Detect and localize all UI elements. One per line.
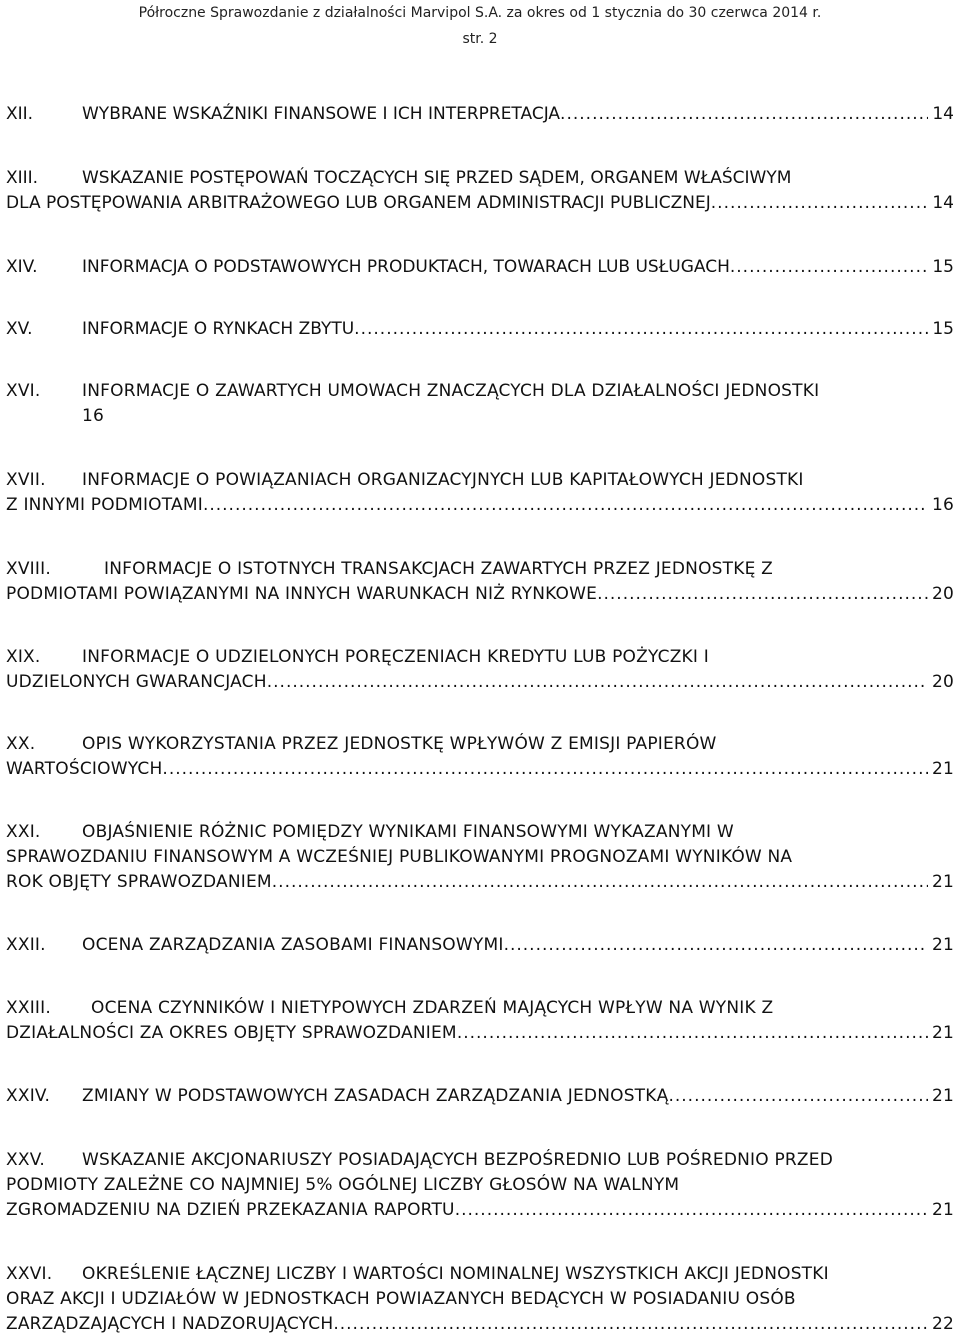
toc-entry-title: INFORMACJE O UDZIELONYCH PORĘCZENIACH KREDYTU LUB POŻYCZKI I bbox=[82, 647, 709, 667]
toc-entry-number: XXI. bbox=[6, 822, 41, 842]
toc-entry-number: XV. bbox=[6, 319, 33, 339]
toc-dot-leader bbox=[333, 1312, 928, 1337]
toc-entry-page: 21 bbox=[931, 1200, 954, 1220]
toc-entry-title: WYBRANE WSKAŹNIKI FINANSOWE I ICH INTERPRETACJA bbox=[82, 104, 561, 124]
toc-entry-number: XVIII. bbox=[6, 559, 51, 579]
toc-dot-leader bbox=[560, 102, 928, 127]
toc-entry-page: 14 bbox=[932, 104, 954, 124]
toc-entry-title-cont: ZGROMADZENIU NA DZIEŃ PRZEKAZANIA RAPORTU bbox=[6, 1200, 455, 1220]
toc-entry[interactable] bbox=[6, 468, 954, 518]
toc-dot-leader bbox=[267, 670, 928, 695]
toc-entry-title-cont: WARTOŚCIOWYCH bbox=[6, 759, 163, 779]
toc-entry-number: XXII. bbox=[6, 935, 46, 955]
toc-entry[interactable] bbox=[6, 1262, 954, 1337]
toc-entry-title: INFORMACJE O ZAWARTYCH UMOWACH ZNACZĄCYCH DLA DZIAŁALNOŚCI JEDNOSTKI bbox=[82, 381, 820, 401]
toc-entry[interactable] bbox=[6, 255, 954, 280]
toc-entry-page: 21 bbox=[931, 935, 954, 955]
toc-dot-leader bbox=[597, 582, 928, 607]
toc-entry-page: 15 bbox=[932, 257, 954, 277]
toc-entry[interactable] bbox=[6, 379, 954, 429]
toc-dot-leader bbox=[203, 493, 928, 518]
toc-entry-title-cont: UDZIELONYCH GWARANCJACH bbox=[6, 672, 267, 692]
toc-entry[interactable] bbox=[6, 996, 954, 1046]
running-header: Półroczne Sprawozdanie z działalności Marvipol S.A. za okres od 1 stycznia do 30 czerwca 2014 r. bbox=[138, 5, 822, 21]
toc-entry[interactable] bbox=[6, 645, 954, 695]
toc-entry-number: XIV. bbox=[6, 257, 38, 277]
toc-dot-leader bbox=[272, 870, 928, 895]
toc-entry-title: WSKAZANIE AKCJONARIUSZY POSIADAJĄCYCH BEZPOŚREDNIO LUB POŚREDNIO PRZED bbox=[82, 1150, 833, 1170]
toc-entry-title: INFORMACJE O RYNKACH ZBYTU bbox=[82, 319, 355, 339]
toc-entry-page: 14 bbox=[932, 193, 954, 213]
toc-entry-title: OKREŚLENIE ŁĄCZNEJ LICZBY I WARTOŚCI NOMINALNEJ WSZYSTKICH AKCJI JEDNOSTKI bbox=[82, 1264, 829, 1284]
toc-entry-number: XIII. bbox=[6, 168, 39, 188]
toc-entry-title: INFORMACJE O ISTOTNYCH TRANSAKCJACH ZAWARTYCH PRZEZ JEDNOSTKĘ Z bbox=[104, 559, 773, 579]
toc-entry-title-cont: ORAZ AKCJI I UDZIAŁÓW W JEDNOSTKACH POWIAZANYCH BEDĄCYCH W POSIADANIU OSÓB bbox=[6, 1289, 796, 1309]
toc-dot-leader bbox=[457, 1021, 928, 1046]
toc-entry[interactable] bbox=[6, 1148, 954, 1223]
toc-entry-number: XXV. bbox=[6, 1150, 45, 1170]
toc-dot-leader bbox=[455, 1198, 928, 1223]
toc-entry[interactable] bbox=[6, 166, 954, 216]
toc-entry-page: 21 bbox=[931, 1086, 954, 1106]
toc-entry[interactable] bbox=[6, 1084, 954, 1109]
toc-entry-title-cont: PODMIOTY ZALEŻNE CO NAJMNIEJ 5% OGÓLNEJ LICZBY GŁOSÓW NA WALNYM bbox=[6, 1175, 680, 1195]
toc-entry[interactable] bbox=[6, 102, 954, 127]
toc-entry-title: WSKAZANIE POSTĘPOWAŃ TOCZĄCYCH SIĘ PRZED SĄDEM, ORGANEM WŁAŚCIWYM bbox=[82, 168, 792, 188]
toc-dot-leader bbox=[162, 757, 928, 782]
toc-entry-number: XXIII. bbox=[6, 998, 51, 1018]
toc-entry-title: ZMIANY W PODSTAWOWYCH ZASADACH ZARZĄDZANIA JEDNOSTKĄ bbox=[82, 1086, 669, 1106]
toc-entry-title-cont: SPRAWOZDANIU FINANSOWYM A WCZEŚNIEJ PUBLIKOWANYMI PROGNOZAMI WYNIKÓW NA bbox=[6, 847, 793, 867]
toc-entry[interactable] bbox=[6, 820, 954, 895]
toc-entry[interactable] bbox=[6, 732, 954, 782]
toc-dot-leader bbox=[730, 255, 929, 280]
toc-entry-title-cont: DLA POSTĘPOWANIA ARBITRAŻOWEGO LUB ORGANEM ADMINISTRACJI PUBLICZNEJ bbox=[6, 193, 711, 213]
toc-entry-number: XVI. bbox=[6, 381, 41, 401]
toc-entry-title-cont: ROK OBJĘTY SPRAWOZDANIEM bbox=[6, 872, 272, 892]
toc-entry-title-cont: Z INNYMI PODMIOTAMI bbox=[6, 495, 203, 515]
toc-entry-number: XX. bbox=[6, 734, 36, 754]
toc-entry[interactable] bbox=[6, 317, 954, 342]
toc-entry[interactable] bbox=[6, 557, 954, 607]
toc-entry-title-cont: ZARZĄDZAJĄCYCH I NADZORUJĄCYCH bbox=[6, 1314, 334, 1334]
toc-entry-number: XII. bbox=[6, 104, 34, 124]
toc-entry-number: XXVI. bbox=[6, 1264, 53, 1284]
toc-entry-page: 16 bbox=[82, 406, 105, 426]
toc-entry-page: 21 bbox=[931, 872, 954, 892]
toc-entry-title: OCENA CZYNNIKÓW I NIETYPOWYCH ZDARZEŃ MAJĄCYCH WPŁYW NA WYNIK Z bbox=[91, 998, 774, 1018]
toc-entry-page: 21 bbox=[931, 759, 954, 779]
toc-entry-page: 22 bbox=[931, 1314, 954, 1334]
toc-entry-page: 20 bbox=[931, 584, 954, 604]
toc-entry-page: 21 bbox=[931, 1023, 954, 1043]
toc-entry-number: XIX. bbox=[6, 647, 41, 667]
toc-entry[interactable] bbox=[6, 933, 954, 958]
toc-dot-leader bbox=[354, 317, 928, 342]
toc-entry-number: XVII. bbox=[6, 470, 46, 490]
toc-entry-title: OCENA ZARZĄDZANIA ZASOBAMI FINANSOWYMI bbox=[82, 935, 504, 955]
toc-dot-leader bbox=[668, 1084, 928, 1109]
toc-entry-page: 16 bbox=[931, 495, 954, 515]
toc-dot-leader bbox=[711, 191, 929, 216]
toc-entry-title-cont: DZIAŁALNOŚCI ZA OKRES OBJĘTY SPRAWOZDANIEM bbox=[6, 1023, 457, 1043]
toc-entry-title: INFORMACJE O POWIĄZANIACH ORGANIZACYJNYCH LUB KAPITAŁOWYCH JEDNOSTKI bbox=[82, 470, 804, 490]
toc-entry-page: 15 bbox=[932, 319, 954, 339]
toc-entry-number: XXIV. bbox=[6, 1086, 51, 1106]
toc-entry-title: OPIS WYKORZYSTANIA PRZEZ JEDNOSTKĘ WPŁYWÓW Z EMISJI PAPIERÓW bbox=[82, 734, 717, 754]
toc-entry-title: OBJAŚNIENIE RÓŻNIC POMIĘDZY WYNIKAMI FINANSOWYMI WYKAZANYMI W bbox=[82, 822, 734, 842]
toc-dot-leader bbox=[504, 933, 928, 958]
page-number: str. 2 bbox=[462, 31, 498, 47]
toc-entry-page: 20 bbox=[931, 672, 954, 692]
toc-entry-title-cont: PODMIOTAMI POWIĄZANYMI NA INNYCH WARUNKACH NIŻ RYNKOWE bbox=[6, 584, 598, 604]
toc-entry-title: INFORMACJA O PODSTAWOWYCH PRODUKTACH, TOWARACH LUB USŁUGACH bbox=[82, 257, 730, 277]
